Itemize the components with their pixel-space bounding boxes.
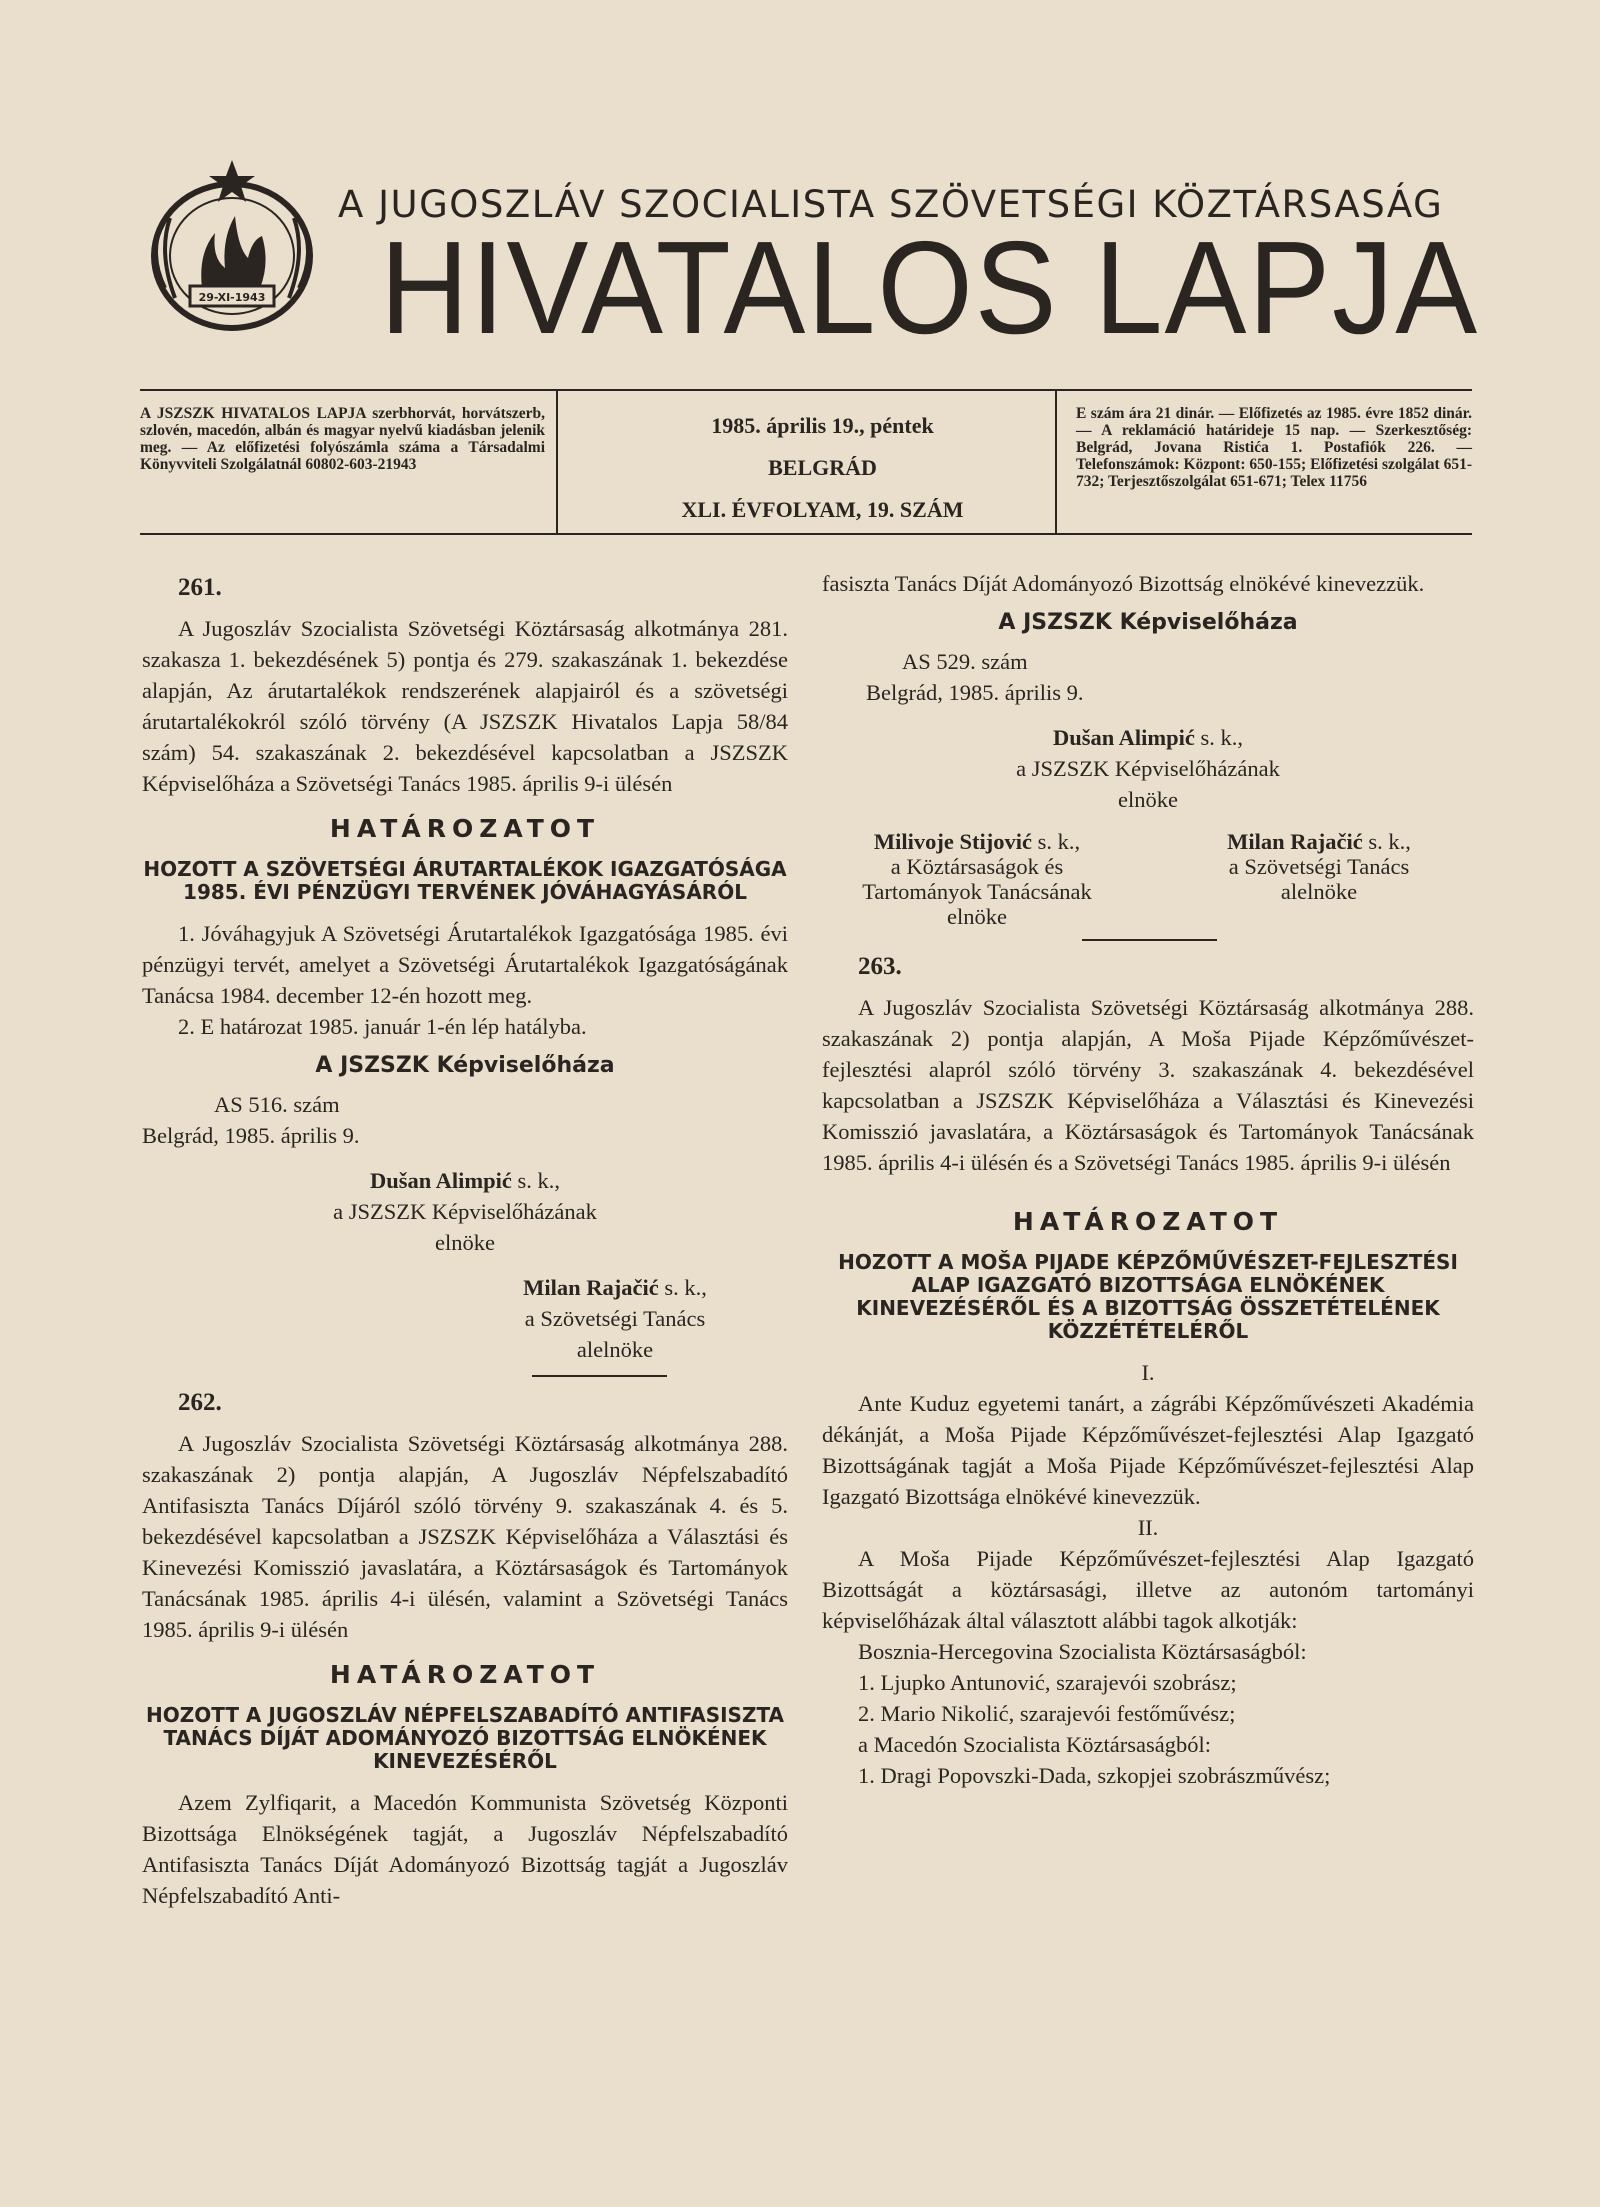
signatory-sk: s. k., — [664, 1275, 707, 1300]
signatory-role: a JSZSZK Képviselőházának — [333, 1199, 597, 1224]
signatory-role: elnöke — [947, 904, 1007, 929]
decision-item-2: 2. E határozat 1985. január 1-én lép hatályba. — [178, 1014, 587, 1039]
article-I-text: Ante Kuduz egyetemi tanárt, a zágrábi Képzőművészeti Akadémia dékánját, a Moša Pijade Képzőművészet-fejlesztési Alap Igazgató Bizottságának tagját a Moša Pijade Képzőművészet-fejlesztési Alap Igazgató Bizottsága elnökévé kinevezzük. — [822, 1391, 1474, 1509]
signatory-sk: s. k., — [1037, 829, 1081, 854]
place-date-1: Belgrád, 1985. április 9. — [142, 1123, 360, 1148]
signature-block-1 — [142, 1165, 788, 1258]
signatory-sk: s. k., — [1368, 829, 1411, 854]
signatory-role: a JSZSZK Képviselőházának — [1016, 756, 1280, 781]
issuing-body-1: A JSZSZK Képviselőháza — [315, 1053, 615, 1078]
signature-row — [822, 829, 1474, 929]
signature-block-4 — [822, 829, 1132, 929]
signatory-name: Milivoje Stijović — [873, 829, 1032, 854]
issue-date: 1985. április 19., péntek — [711, 413, 934, 438]
issue-city: BELGRÁD — [768, 455, 877, 480]
preamble-262: A Jugoszláv Szocialista Szövetségi Köztársaság alkotmánya 288. szakaszának 2) pontja alapján, A Jugoszláv Népfelszabadító Antifasiszta Tanács Díjáról szóló törvény 9. szakaszának 4. és 5. bekezdésével kapcsolatban a JSZSZK Képviselőháza a Választási és Kinevezési Komisszió javaslatára, a Köztársaságok és Tartományok Tanácsának 1985. április 4-i ülésén, valamint a Szövetségi Tanács 1985. április 9-i ülésén — [142, 1431, 788, 1642]
signatory-role: alelnöke — [1280, 879, 1358, 904]
decision-heading-1: HATÁROZATOT — [329, 814, 601, 843]
section-number-261: 261. — [178, 574, 222, 601]
signatory-role: a Szövetségi Tanács — [524, 1306, 706, 1331]
reference-number-2: AS 529. szám — [902, 649, 1028, 674]
signatory-name: Dušan Alimpić — [1052, 725, 1195, 750]
separator-rule — [532, 1375, 667, 1377]
signatory-sk: s. k., — [1200, 725, 1244, 750]
header-divider-left — [556, 389, 558, 535]
signatory-role: elnöke — [1118, 787, 1178, 812]
header-info-box — [140, 389, 1472, 537]
separator-rule — [1082, 939, 1217, 941]
decision-text-262-cont: fasiszta Tanács Díját Adományozó Bizottság elnökévé kinevezzük. — [822, 571, 1425, 596]
subscription-info: A JSZSZK HIVATALOS LAPJA szerbhorvát, horvátszerb, szlovén, macedón, albán és magyar nyelvű kiadásban jelenik meg. — Az előfizetési folyószámla száma a Társadalmi Könyvviteli Szolgálatnál 60802-603-21943 — [140, 405, 545, 473]
roman-numeral-1: I. — [1141, 1360, 1155, 1385]
decision-subheading-3: HOZOTT A MOŠA PIJADE KÉPZŐMŰVÉSZET-FEJLESZTÉSI ALAP IGAZGATÓ BIZOTTSÁGA ELNÖKÉNEK KINEVEZÉSÉRŐL ÉS A BIZOTTSÁG ÖSSZETÉTELÉNEK KÖZZÉTÉTELÉRŐL — [838, 1250, 1458, 1343]
price-contact-info: E szám ára 21 dinár. — Előfizetés az 1985. évre 1852 dinár. — A reklamáció határideje 15 nap. — Szerkesztőség: Belgrád, Jovana Ristića 1. Postafiók 226. — Telefonszámok: Központ: 650-155; Előfizetési szolgálat 651-732; Terjesztőszolgálat 651-671; Telex 11756 — [1076, 405, 1472, 490]
left-column — [142, 568, 788, 1911]
section-number-262: 262. — [178, 1389, 222, 1416]
signatory-role: elnöke — [435, 1230, 495, 1255]
decision-heading-3: HATÁROZATOT — [1012, 1207, 1284, 1236]
issuing-body-2: A JSZSZK Képviselőháza — [998, 610, 1298, 635]
signatory-sk: s. k., — [517, 1168, 561, 1193]
emblem-date: 29-XI-1943 — [198, 291, 266, 304]
decision-item-1: 1. Jóváhagyjuk A Szövetségi Árutartalékok Igazgatósága 1985. évi pénzügyi tervét, amelyet a Szövetségi Árutartalékok Igazgatóságának Tanácsa 1984. december 12-én hozott meg. — [142, 921, 788, 1008]
signatory-name: Milan Rajačić — [1227, 829, 1363, 854]
roman-numeral-2: II. — [1137, 1515, 1159, 1540]
reference-number-1: AS 516. szám — [214, 1092, 340, 1117]
signature-block-2 — [442, 1272, 788, 1365]
issue-info — [560, 405, 1085, 531]
signatory-role: a Köztársaságok és — [890, 854, 1064, 879]
masthead-kicker: A JUGOSZLÁV SZOCIALISTA SZÖVETSÉGI KÖZTÁRSASÁG — [338, 183, 1444, 226]
decision-subheading-1: HOZOTT A SZÖVETSÉGI ÁRUTARTALÉKOK IGAZGATÓSÁGA 1985. ÉVI PÉNZÜGYI TERVÉNEK JÓVÁHAGYÁSÁRÓL — [143, 857, 787, 904]
article-II-text: A Moša Pijade Képzőművészet-fejlesztési Alap Igazgató Bizottságát a köztársasági, illetve az autonóm tartományi képviselőházak által választott alábbi tagok alkotják: — [822, 1546, 1474, 1633]
member-group-heading: a Macedón Szocialista Köztársaságból: — [858, 1732, 1212, 1757]
right-column — [822, 568, 1474, 1791]
signatory-name: Dušan Alimpić — [369, 1168, 512, 1193]
preamble-263: A Jugoszláv Szocialista Szövetségi Köztársaság alkotmánya 288. szakaszának 2) pontja alapján, A Moša Pijade Képzőművészet-fejlesztési alapról szóló törvény 3. szakaszának 4. bekezdésével kapcsolatban a JSZSZK Képviselőháza a Választási és Kinevezési Komisszió javaslatára, a Köztársaságok és Tartományok Tanácsának 1985. április 4-i ülésén és a Szövetségi Tanács 1985. április 9-i ülésén — [822, 995, 1474, 1175]
signatory-role: Tartományok Tanácsának — [862, 879, 1092, 904]
section-number-263: 263. — [858, 953, 902, 980]
header-rule-top — [140, 389, 1472, 391]
signature-block-3 — [822, 722, 1474, 815]
signatory-role: a Szövetségi Tanács — [1228, 854, 1410, 879]
decision-heading-2: HATÁROZATOT — [329, 1660, 601, 1689]
member-item: 1. Dragi Popovszki-Dada, szkopjei szobrászművész; — [858, 1763, 1331, 1788]
masthead-title: HIVATALOS LAPJA — [380, 214, 1479, 361]
header-rule-bottom — [140, 533, 1472, 535]
signature-block-5 — [1164, 829, 1474, 929]
member-item: 2. Mario Nikolić, szarajevói festőművész; — [858, 1701, 1236, 1726]
signatory-name: Milan Rajačić — [523, 1275, 659, 1300]
state-emblem-icon — [140, 158, 325, 338]
member-item: 1. Ljupko Antunović, szarajevói szobrász; — [858, 1670, 1237, 1695]
place-date-2: Belgrád, 1985. április 9. — [866, 680, 1084, 705]
member-group-heading: Bosznia-Hercegovina Szocialista Köztársaságból: — [858, 1639, 1307, 1664]
preamble-261: A Jugoszláv Szocialista Szövetségi Köztársaság alkotmánya 281. szakasza 1. bekezdésének 5) pontja és 279. szakaszának 1. bekezdése alapján, Az árutartalékok rendszerének alapjairól és a szövetségi árutartalékokról szóló törvény (A JSZSZK Hivatalos Lapja 58/84 szám) 54. szakaszának 2. bekezdésével kapcsolatban a JSZSZK Képviselőháza a Szövetségi Tanács 1985. április 9-i ülésén — [142, 616, 788, 796]
issue-number: XLI. ÉVFOLYAM, 19. SZÁM — [681, 497, 964, 522]
decision-text-262: Azem Zylfiqarit, a Macedón Kommunista Szövetség Központi Bizottsága Elnökségének tagját, a Jugoszláv Népfelszabadító Antifasiszta Tanács Díját Adományozó Bizottság tagját a Jugoszláv Népfelszabadító Anti- — [142, 1790, 788, 1908]
decision-subheading-2: HOZOTT A JUGOSZLÁV NÉPFELSZABADÍTÓ ANTIFASISZTA TANÁCS DÍJÁT ADOMÁNYOZÓ BIZOTTSÁG ELNÖKÉNEK KINEVEZÉSÉRŐL — [145, 1703, 785, 1773]
signatory-role: alelnöke — [576, 1337, 654, 1362]
